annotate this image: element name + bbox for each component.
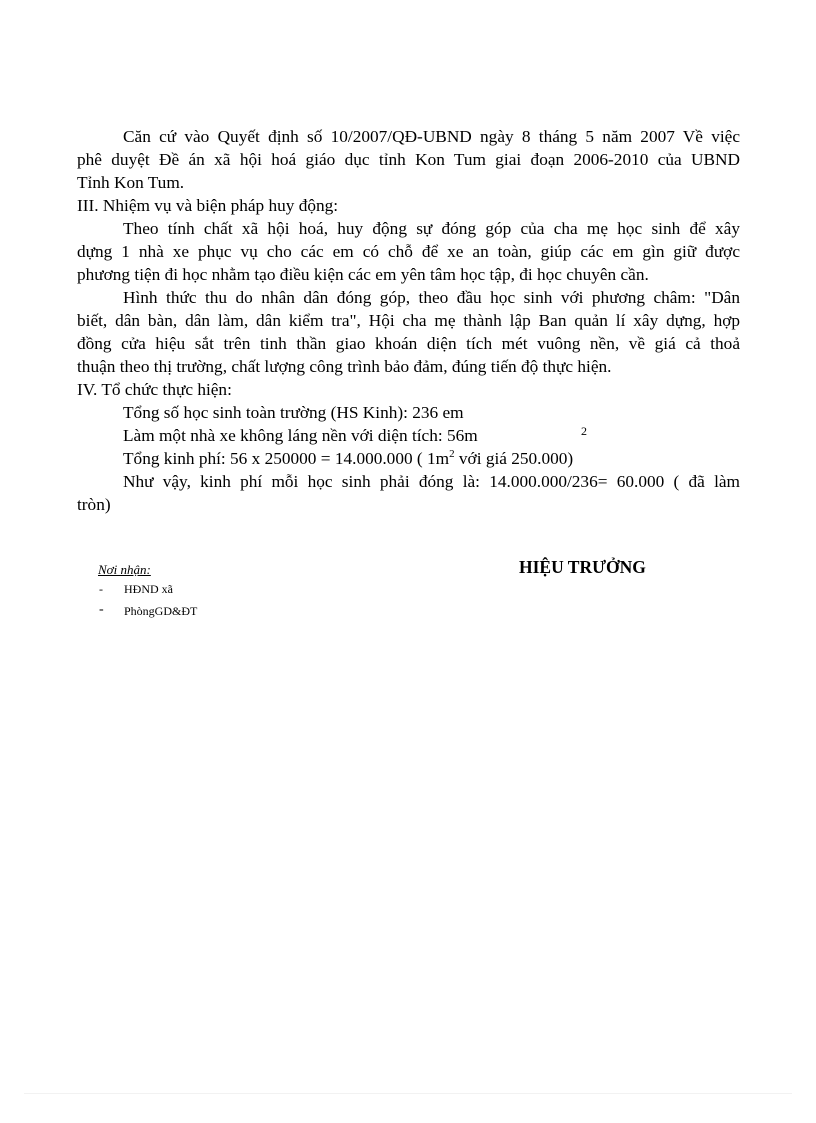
- paragraph-2-line-2: dựng 1 nhà xe phục vụ cho các em có chỗ để xe an toàn, giúp các em gìn giữ được: [77, 242, 740, 261]
- section-3-heading: III. Nhiệm vụ và biện pháp huy động:: [77, 196, 339, 215]
- page-bottom-divider: [24, 1093, 792, 1094]
- paragraph-3-line-1: Hình thức thu do nhân dân đóng góp, theo đầu học sinh với phương châm: "Dân: [123, 288, 740, 307]
- paragraph-3-line-3: đồng cửa hiệu sắt trên tinh thần giao khoán diện tích mét vuông nền, về giá cả thoả: [77, 334, 740, 353]
- paragraph-1-line-3: Tỉnh Kon Tum.: [77, 173, 185, 192]
- recipient-dash-2: -: [99, 602, 104, 617]
- recipient-dash-1: -: [99, 582, 103, 596]
- item-total-cost: [123, 448, 740, 470]
- area-exponent: 2: [581, 424, 587, 438]
- cost-prefix: Tổng kinh phí: 56 x 250000 = 14.000.000 ( 1m: [123, 449, 450, 468]
- paragraph-3-line-4: thuận theo thị trường, chất lượng công trình bảo đảm, đúng tiến độ thực hiện.: [77, 357, 612, 376]
- paragraph-1-line-2: phê duyệt Đề án xã hội hoá giáo dục tỉnh Kon Tum giai đoạn 2006-2010 của UBND: [77, 150, 740, 169]
- item-student-count: Tổng số học sinh toàn trường (HS Kinh): 236 em: [123, 403, 464, 422]
- paragraph-2-line-3: phương tiện đi học nhằm tạo điều kiện các em yên tâm học tập, đi học chuyên cần.: [77, 265, 649, 284]
- section-4-heading: IV. Tổ chức thực hiện:: [77, 380, 232, 399]
- paragraph-2-line-1: Theo tính chất xã hội hoá, huy động sự đóng góp của cha mẹ học sinh để xây: [123, 219, 740, 238]
- recipients-title: Nơi nhận:: [98, 562, 151, 577]
- item-per-student-line-1: Như vậy, kinh phí mỗi học sinh phải đóng là: 14.000.000/236= 60.000 ( đã làm: [123, 472, 740, 491]
- item-area: Làm một nhà xe không láng nền với diện tích: 56m: [123, 426, 478, 445]
- recipient-item-2: PhòngGD&ĐT: [124, 604, 198, 618]
- item-per-student-line-2: tròn): [77, 495, 111, 514]
- paragraph-3-line-2: biết, dân bàn, dân làm, dân kiểm tra", Hội cha mẹ thành lập Ban quản lí xây dựng, hợp: [77, 311, 740, 330]
- paragraph-1-line-1: Căn cứ vào Quyết định số 10/2007/QĐ-UBND ngày 8 tháng 5 năm 2007 Về việc: [123, 127, 740, 146]
- cost-exponent: 2: [449, 448, 455, 461]
- signature-title: HIỆU TRƯỞNG: [519, 557, 646, 577]
- recipient-item-1: HĐND xã: [124, 582, 173, 596]
- cost-suffix: với giá 250.000): [454, 449, 574, 468]
